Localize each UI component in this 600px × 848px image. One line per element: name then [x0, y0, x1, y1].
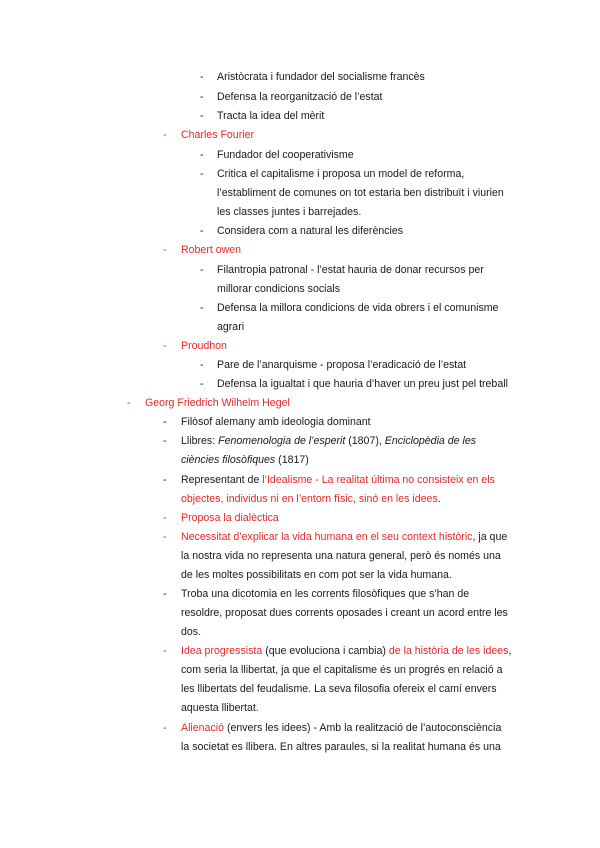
list-item: Tracta la idea del mèrit — [217, 110, 325, 122]
list-item-books — [181, 435, 476, 448]
text-run: , — [508, 645, 512, 657]
highlighted-text: Necessitat d’explicar la vida humana en el seu context històric — [181, 531, 473, 543]
list-item: Defensa la reorganització de l’estat — [217, 91, 383, 103]
list-item-continuation — [181, 493, 441, 506]
list-item-continuation: les llibertats del feudalisme. La seva filosofia ofereix el camí envers — [181, 683, 497, 695]
list-item: Aristòcrata i fundador del socialisme francès — [217, 71, 425, 83]
list-item-dichotomy: Troba una dicotomia en les corrents filosòfiques que s’han de — [181, 588, 470, 600]
bullet-dash: - — [163, 512, 167, 524]
list-item-alienation — [181, 722, 501, 735]
bullet-dash: - — [200, 359, 204, 371]
book-year: (1807), — [345, 435, 385, 447]
section-heading-hegel: Georg Friedrich Wilhelm Hegel — [145, 397, 290, 409]
list-item-continuation: agrari — [217, 321, 245, 333]
highlighted-text: Alienació — [181, 722, 224, 734]
bullet-dash: - — [200, 302, 204, 314]
text-run: , ja que — [472, 531, 508, 543]
list-item-continuation: l’establiment de comunes on tot estaria ben distribuït i viurien — [217, 187, 504, 199]
list-item-idealism — [181, 474, 495, 487]
list-item: Fundador del cooperativisme — [217, 149, 354, 161]
highlighted-text: de la història de les idees — [388, 645, 509, 657]
list-item: Considera com a natural les diferències — [217, 225, 404, 237]
book-title: ciències filosòfiques — [181, 454, 276, 466]
text-run: (que evoluciona i cambia) — [262, 645, 389, 657]
section-heading-fourier: Charles Fourier — [181, 129, 255, 141]
list-item-continuation: aquesta llibertat. — [181, 702, 259, 714]
bullet-dash: - — [163, 435, 167, 447]
bullet-dash: - — [200, 168, 204, 180]
list-item: Defensa la igualtat i que hauria d’haver un preu just pel treball — [217, 378, 508, 390]
bullet-dash: - — [163, 645, 167, 657]
bullet-dash: - — [200, 71, 204, 83]
bullet-dash: - — [200, 110, 204, 122]
bullet-dash: - — [200, 264, 204, 276]
list-item-continuation: com seria la llibertat, ja que el capitalisme és un progrés en relació a — [181, 664, 503, 676]
book-year: (1817) — [275, 454, 309, 466]
idealism-prefix: Representant de — [181, 474, 263, 486]
bullet-dash: - — [163, 588, 167, 600]
list-item-continuation — [181, 454, 309, 467]
bullet-dash: - — [163, 340, 167, 352]
list-item-continuation: la nostra vida no representa una natura general, però és només una — [181, 550, 501, 562]
bullet-dash: - — [200, 149, 204, 161]
bullet-dash: - — [163, 722, 167, 734]
bullet-dash: - — [163, 129, 167, 141]
section-heading-proudhon: Proudhon — [181, 340, 227, 352]
bullet-dash: - — [163, 474, 167, 486]
list-item-continuation: resoldre, proposat dues corrents oposades i creant un acord entre les — [181, 607, 508, 619]
bullet-dash: - — [200, 378, 204, 390]
bullet-dash: - — [163, 244, 167, 256]
list-item: Filantropia patronal - l’estat hauria de donar recursos per — [217, 264, 484, 276]
list-item-continuation: les classes juntes i barrejades. — [217, 206, 362, 218]
bullet-dash: - — [200, 225, 204, 237]
list-item: Filòsof alemany amb ideologia dominant — [181, 416, 371, 428]
list-item-progress — [181, 645, 511, 658]
list-item-continuation: dos. — [181, 626, 202, 638]
books-prefix: Llibres: — [181, 435, 219, 447]
text-run: (envers les idees) - Amb la realització de l’autoconsciència — [224, 722, 502, 734]
list-item-history — [181, 531, 507, 544]
book-title: Enciclopèdia de les — [384, 435, 477, 447]
list-item-dialectic: Proposa la dialèctica — [181, 512, 279, 524]
bullet-dash: - — [200, 91, 204, 103]
bullet-dash: - — [163, 416, 167, 428]
bullet-dash: - — [163, 531, 167, 543]
bullet-dash: - — [127, 397, 131, 409]
list-item-continuation: de les moltes possibilitats en com pot ser la vida humana. — [181, 569, 452, 581]
highlighted-text: l’Idealisme - La realitat última no consisteix en els — [262, 474, 495, 486]
list-item-continuation: millorar condicions socials — [217, 283, 341, 295]
highlighted-text: Idea progressista — [181, 645, 263, 657]
highlighted-text: objectes, individus ni en l’entorn físic, sinó en les idees — [181, 493, 438, 505]
list-item: Pare de l’anarquisme - proposa l’eradicació de l’estat — [217, 359, 467, 371]
section-heading-owen: Robert owen — [181, 244, 242, 256]
list-item: Defensa la millora condicions de vida obrers i el comunisme — [217, 302, 499, 314]
list-item: Critica el capitalisme i proposa un model de reforma, — [217, 168, 465, 180]
book-title: Fenomenologia de l’esperit — [218, 435, 346, 447]
list-item-continuation: la societat es llibera. En altres paraules, si la realitat humana és una — [181, 741, 501, 753]
period: . — [437, 493, 441, 505]
